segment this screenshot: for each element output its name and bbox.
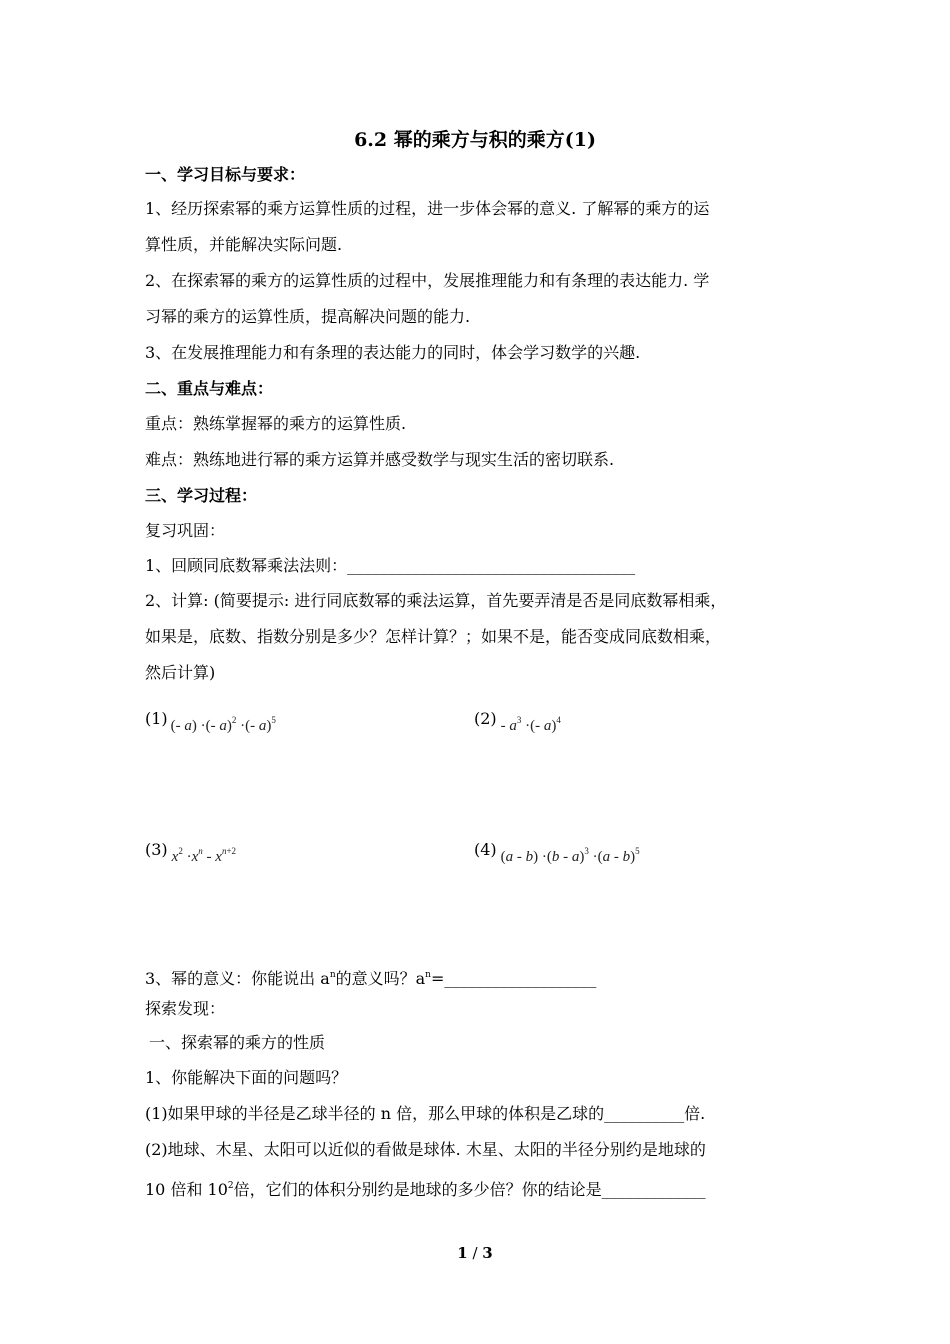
- goal-1-line-2: 算性质，并能解决实际问题.: [145, 235, 343, 254]
- goal-1-line-1: 1、经历探索幂的乘方运算性质的过程，进一步体会幂的意义. 了解幂的乘方的运: [145, 199, 710, 218]
- exercise-4-formula: (a - b) ·(b - a)$^3$ ·(a - b)$^5$: [500, 846, 640, 865]
- section-heading-key-points: 二、重点与难点：: [145, 379, 274, 398]
- exercise-3-formula: $x^2 \cdot x^n - x^{n+2}$: [171, 846, 237, 865]
- exercise-2-formula: - $a^3$ ·(- a)$^4$: [500, 715, 561, 734]
- meaning-middle: 的意义吗？a: [335, 969, 426, 988]
- exercise-1-label: (1): [145, 709, 168, 728]
- exercise-1: [145, 703, 276, 734]
- review-item-2-line-2: 如果是，底数、指数分别是多少？怎样计算？；如果不是，能否变成同底数相乘，: [145, 627, 722, 646]
- meaning-exponent: n: [329, 970, 336, 980]
- exercise-3: [145, 834, 237, 865]
- page-separator: /: [467, 1244, 483, 1262]
- section-heading-process: 三、学习过程：: [145, 486, 258, 505]
- exercise-4: [474, 834, 640, 865]
- exercise-4-label: (4): [474, 840, 497, 859]
- section-heading-goals: 一、学习目标与要求：: [145, 165, 306, 184]
- meaning-prefix: 3、幂的意义：你能说出 a: [145, 969, 330, 988]
- q2-exponent: 2: [227, 1181, 234, 1191]
- meaning-exponent-2: n: [425, 970, 431, 980]
- review-heading: 复习巩固：: [145, 521, 226, 540]
- page-number: [0, 1244, 950, 1262]
- explore-question: 1、你能解决下面的问题吗？: [145, 1068, 348, 1087]
- page-title: 6.2 幂的乘方与积的乘方(1): [354, 129, 596, 151]
- review-item-1: 1、回顾同底数幂乘法法则：____________________________________: [145, 556, 636, 575]
- exercise-3-label: (3): [145, 840, 168, 859]
- meaning-suffix: =___________________: [430, 969, 597, 988]
- page-current: 1: [457, 1244, 468, 1262]
- q2-line2-start: 10 倍和 10: [145, 1180, 228, 1199]
- power-meaning-question: [145, 964, 596, 990]
- exercise-2-label: (2): [474, 709, 497, 728]
- explore-heading: 探索发现：: [145, 999, 226, 1018]
- key-point: 重点：熟练掌握幂的乘方的运算性质.: [145, 414, 407, 433]
- goal-2-line-1: 2、在探索幂的乘方的运算性质的过程中，发展推理能力和有条理的表达能力. 学: [145, 271, 710, 290]
- review-item-2-line-1: 2、计算: (简要提示: 进行同底数幂的乘法运算，首先要弄清是否是同底数幂相乘，: [145, 591, 727, 610]
- explore-question-2-line-2: [145, 1175, 706, 1201]
- exercise-1-formula: (- a) ·(- a)$^2$ ·(- a)$^5$: [170, 715, 276, 734]
- exercise-2: [474, 703, 561, 734]
- goal-3: 3、在发展推理能力和有条理的表达能力的同时，体会学习数学的兴趣.: [145, 343, 641, 362]
- review-item-2-line-3: 然后计算): [145, 663, 216, 682]
- q2-line2-end: 倍，它们的体积分别约是地球的多少倍？你的结论是_____________: [233, 1180, 706, 1199]
- explore-question-1: (1)如果甲球的半径是乙球半径的 n 倍，那么甲球的体积是乙球的__________倍.: [145, 1104, 706, 1123]
- explore-question-2-line-1: (2)地球、木星、太阳可以近似的看做是球体. 木星、太阳的半径分别约是地球的: [145, 1140, 706, 1159]
- difficulty: 难点：熟练地进行幂的乘方运算并感受数学与现实生活的密切联系.: [145, 450, 615, 469]
- page-total: 3: [482, 1244, 493, 1262]
- goal-2-line-2: 习幂的乘方的运算性质，提高解决问题的能力.: [145, 307, 471, 326]
- explore-subheading: 一、探索幂的乘方的性质: [149, 1033, 326, 1052]
